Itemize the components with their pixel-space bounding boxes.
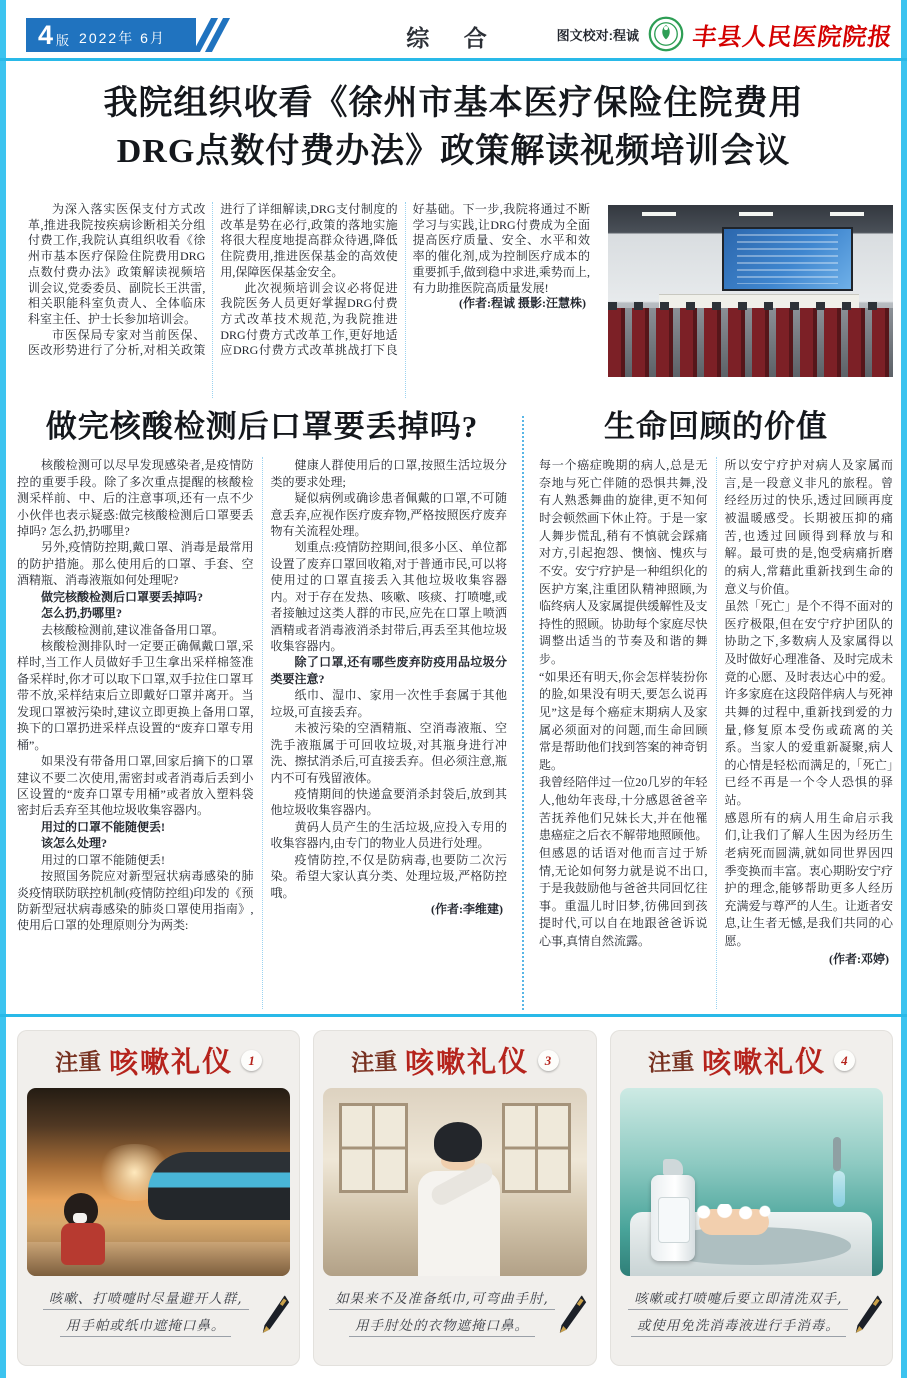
paragraph: 疫情期间的快递盒要消杀封袋后,放到其他垃圾收集容器内。: [270, 786, 507, 818]
paragraph: 另外,疫情防控期,戴口罩、消毒是最常用的防护措施。那么使用后的口罩、手套、空酒精瓶、消毒液瓶如何处理呢?: [17, 540, 254, 588]
paragraph: 疫情防控,不仅是防病毒,也要防二次污染。希望大家认真分类、处理垃圾,严格防控哦。: [270, 852, 507, 900]
mask-article-title: 做完核酸检测后口罩要丢掉吗?: [45, 409, 479, 444]
header-right-group: [557, 16, 893, 52]
elbow-cough-illustration: [323, 1088, 586, 1276]
section-title: 综 合: [406, 25, 501, 51]
paragraph: (作者:李维建): [431, 902, 503, 916]
panel-title: [323, 1040, 586, 1081]
panel-title-prefix: 注重: [647, 1049, 695, 1076]
ceiling-light: [739, 212, 773, 216]
panel-title-main: 咳嗽礼仪: [405, 1045, 530, 1081]
hospital-logo-icon: [648, 16, 684, 52]
paragraph: 市医保局专家对当前医保、医改形势进行了分析,对相关政策进行了详细解读,DRG支付制度的改革是势在必行,政策的落地实施将很大程度地提高群众待遇,降低住院费用,推进医保基金的高效使用,保障医保基金安全。: [28, 202, 398, 358]
conference-photo: [608, 205, 893, 377]
article-divider: [522, 416, 524, 1010]
paragraph: 去核酸检测前,建议准备备用口罩。: [41, 622, 225, 637]
paragraph: 所以安宁疗护对病人及家属而言,是一段意义非凡的旅程。曾经经历过的快乐,透过回顾再度被温暖感受。长期被压抑的痛苦,也透过回顾得到释放与和解。最可贵的是,饱受病痛折磨的病人,常藉此重新找到生命的意义与价值。: [724, 458, 893, 596]
paragraph: 黄码人员产生的生活垃圾,应投入专用的收集容器内,由专门的物业人员进行处理。: [270, 819, 507, 851]
panel-caption: [323, 1285, 586, 1339]
paragraph: 未被污染的空酒精瓶、空消毒液瓶、空洗手液瓶属于可回收垃圾,对其瓶身进行冲洗、擦拭消杀后,可直接丢弃。但必须注意,瓶内不可有残留液体。: [270, 721, 507, 785]
caption-line: 咳嗽、打喷嚏时尽量避开人群,: [43, 1287, 249, 1310]
pen-icon: [553, 1293, 587, 1337]
paragraph: 划重点:疫情防控期间,很多小区、单位都设置了废弃口罩回收箱,对于普通市民,可以将使用过的口罩直接丢入其他垃圾收集容器内。对于存在发热、咳嗽、咳痰、打喷嚏,或者接触过这类人群的市民,应先在口罩上喷洒酒精或者消毒液消杀封带后,再丢至其他垃圾收集容器内。: [270, 540, 507, 653]
caption-line: 咳嗽或打喷嚏后要立即清洗双手,: [628, 1287, 848, 1310]
paragraph: 除了口罩,还有哪些废弃防疫用品垃圾分类要注意?: [270, 655, 507, 686]
running-water: [833, 1171, 845, 1207]
paragraph: 用过的口罩不能随便丢!: [41, 819, 165, 834]
panel-number-badge: 1: [241, 1050, 262, 1071]
paragraph: 如果没有带备用口罩,回家后摘下的口罩建议不要二次使用,需密封或者消毒后丢到小区设置的“废弃口罩专用桶”或者放入塑料袋密封后丢弃至其他垃圾收集容器内。: [17, 754, 254, 818]
proofread-credit: 图文校对:程诚: [556, 27, 639, 43]
panel-title: [27, 1040, 290, 1081]
lead-headline: [40, 80, 867, 177]
caption-line: 如果来不及准备纸巾,可弯曲手肘,: [329, 1287, 555, 1310]
paragraph: 按照国务院应对新型冠状病毒感染的肺炎疫情联防联控机制(疫情防控组)印发的《预防新型冠状病毒感染的肺炎口罩使用指南》,使用后口罩的处理原则分为两类:: [17, 869, 254, 933]
audience-chairs: [608, 308, 893, 377]
sanitizer-bottle: [651, 1175, 695, 1261]
ceiling-light: [830, 212, 864, 216]
faucet: [833, 1137, 841, 1171]
paragraph: 纸巾、湿巾、家用一次性手套属于其他垃圾,可直接丢弃。: [270, 688, 507, 719]
window: [339, 1103, 407, 1193]
paragraph: 虽然「死亡」是个不得不面对的医疗极限,但在安宁疗护团队的协助之下,多数病人及家属得以及时做好心理准备、及时完成未竟的心愿、及时表达心中的爱。许多家庭在这段陪伴病人与死神共舞的过程中,重新找到爱的力量,修复原本受伤或疏离的关系。当家人的爱重新凝聚,病人的心情是轻松而满足的,「死亡」已经不再是一个令人恐惧的驿站。: [724, 599, 893, 808]
panel-title-main: 咳嗽礼仪: [701, 1045, 827, 1081]
lead-article-body: [28, 202, 590, 398]
paragraph: 此次视频培训会议必将促进我院医务人员更好掌握DRG付费方式改革技术规范,为我院推进DRG付费方式改革工作,更好地适应DRG付费方式改革挑战打下良好基础。下一步,我院将通过不断学习与实践,让DRG付费成为全面提高医疗质量、安全、水平和效率的催化剂,成为控制医疗成本的重要抓手,做到稳中求进,乘势而上,有力助推医院高质量发展!: [220, 202, 590, 358]
paragraph: 每一个癌症晚期的病人,总是无奈地与死亡伴随的恐惧共舞,没有人熟悉舞曲的旋律,更不知何时会顿然画下休止符。于是一家人舞步慌乱,稍有不慎就会踩痛对方,引起抱怨、懊恼、愧疚与不安。安宁疗护是一种组织化的医护方案,注重团队精神照顾,为临终病人及家属提供缓解性及支持性的照顾。协助每个家庭尽快调整出适当的节奏及和谐的舞步。: [539, 458, 708, 667]
caption-line: 或使用免洗消毒液进行手消毒。: [631, 1314, 846, 1337]
etiquette-panel-4: [610, 1030, 893, 1366]
paragraph: “如果还有明天,你会怎样装扮你的脸,如果没有明天,要怎么说再见”这是每个癌症末期病人及家属必须面对的问题,而生命回顾常是帮助他们找到答案的神奇钥匙。: [539, 669, 708, 772]
paragraph: (作者:程诚 摄影:汪慧株): [458, 296, 586, 311]
man-figure: [434, 1122, 482, 1162]
panel-caption: [620, 1285, 883, 1339]
paragraph: 怎么扔,扔哪里?: [41, 606, 123, 621]
paragraph: 为深入落实医保支付方式改革,推进我院按疾病诊断相关分组付费工作,我院认真组织收看《徐州市基本医疗保险住院费用DRG点数付费办法》政策解读视频培训会议,党委委员、副院长王洪雷,相关职能科室负责人、全体临床科室主任、护士长参加培训会。: [28, 202, 206, 327]
panel-title-prefix: 注重: [351, 1049, 398, 1076]
right-edge-bar: [901, 0, 907, 1378]
mask-article-body: [17, 457, 507, 1009]
paragraph: 感恩所有的病人用生命启示我们,让我们了解人生因为经历生老病死而圆满,就如同世界因四季变换而丰富。衷心期盼安宁疗护的理念,能够帮助更多人经历充满爱与尊严的人生。让逝者安息,让生者无憾,是我们共同的心愿。: [724, 810, 893, 949]
lead-headline-line1: 我院组织收看《徐州市基本医疗保险住院费用: [103, 85, 804, 122]
pen-icon: [256, 1293, 290, 1337]
panel-title: [620, 1040, 883, 1081]
panel-title-main: 咳嗽礼仪: [108, 1045, 234, 1081]
train: [148, 1152, 291, 1220]
paragraph: 该怎么处理?: [41, 836, 108, 851]
paragraph: 用过的口罩不能随便丢!: [41, 852, 165, 867]
edition-label: 版: [56, 32, 70, 48]
header-rule: [0, 58, 907, 61]
train-station-illustration: [27, 1088, 290, 1276]
edition-date: 2022年 6月: [79, 30, 166, 46]
masthead-title: 丰县人民医院院报: [690, 24, 895, 51]
caption-line: 用手肘处的衣物遮掩口鼻。: [349, 1314, 535, 1337]
panel-title-prefix: 注重: [54, 1049, 102, 1076]
pen-icon: [849, 1293, 883, 1337]
life-article-body: [539, 457, 893, 1009]
etiquette-panel-3: [313, 1030, 596, 1366]
paragraph: 疑似病例或确诊患者佩戴的口罩,不可随意丢弃,应视作医疗废弃物,严格按照医疗废弃物有关流程处理。: [270, 491, 507, 538]
lead-headline-line2: DRG点数付费办法》政策解读视频培训会议: [116, 133, 791, 171]
page-header: [6, 10, 901, 56]
caption-line: 用手帕或纸巾遮掩口鼻。: [60, 1314, 232, 1337]
cough-etiquette-panels: [17, 1030, 893, 1366]
hand-washing-illustration: [620, 1088, 883, 1276]
paragraph: (作者:邓婷): [829, 951, 889, 966]
bottom-rule: [0, 1014, 907, 1017]
paragraph: 我曾经陪伴过一位20几岁的年轻人,他幼年丧母,十分感恩爸爸辛苦抚养他们兄妹长大,并在他罹患癌症之后衣不解带地照顾他。但感恩的话语对他而言过于矫情,无论如何努力就是说不出口,于是我鼓励他与爸爸共同回忆往事。重温儿时旧梦,彷佛回到孩提时代,可以自在地跟爸爸诉说心事,真情自然流露。: [539, 775, 708, 949]
paragraph: 核酸检测可以尽早发现感染者,是疫情防控的重要手段。除了多次重点提醒的核酸检测采样前、中、后的注意事项,还有一点不少小伙伴也表示疑惑:做完核酸检测后口罩要丢掉吗? 怎么扔,扔哪里?: [17, 458, 254, 538]
girl-mask: [73, 1213, 87, 1223]
panel-number-badge: 4: [834, 1050, 855, 1071]
projection-screen: [722, 227, 853, 291]
paragraph: 健康人群使用后的口罩,按照生活垃圾分类的要求处理;: [270, 458, 507, 489]
girl-body: [61, 1223, 105, 1265]
paragraph: 做完核酸检测后口罩要丢掉吗?: [41, 589, 204, 604]
ceiling-light: [642, 212, 676, 216]
panel-number-badge: 3: [538, 1050, 559, 1071]
etiquette-panel-1: [17, 1030, 300, 1366]
edition-box: [26, 18, 196, 52]
left-edge-bar: [0, 0, 6, 1378]
mask-article: [17, 408, 507, 1009]
life-article: [539, 408, 893, 1009]
edition-number: 4: [38, 19, 54, 50]
window: [502, 1103, 570, 1193]
life-article-title: 生命回顾的价值: [604, 409, 828, 444]
panel-caption: [27, 1285, 290, 1339]
paragraph: 核酸检测排队时一定要正确佩戴口罩,采样时,当工作人员做好手卫生拿出采样棉签准备采样时,你才可以取下口罩,双手拉住口罩耳带不放,采样结束后立即戴好口罩并离开。当发现口罩被污染时,建议立即更换上备用口罩,换下的口罩扔进采样点设置的“废弃口罩专用桶”。: [17, 639, 254, 752]
soap-foam: [691, 1204, 775, 1220]
